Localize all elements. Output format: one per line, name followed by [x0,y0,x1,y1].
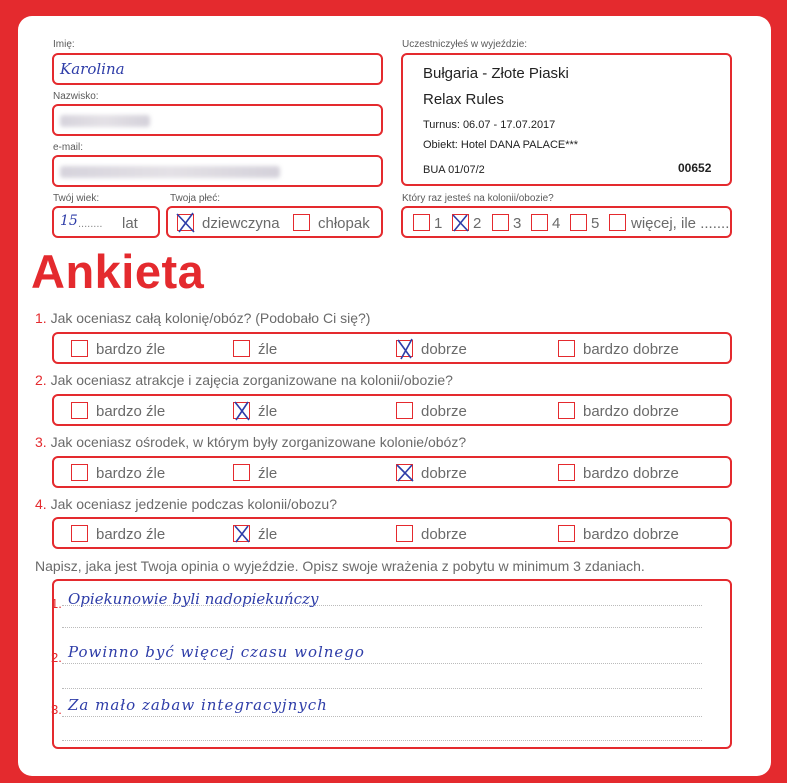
trip-object: Obiekt: Hotel DANA PALACE*** [423,139,579,151]
times-option-3: 3 [513,215,522,232]
q1-checkbox-3[interactable] [396,340,413,357]
times-field [401,206,732,238]
trip-label: Uczestniczyłeś w wyjeździe: [402,39,528,50]
surname-label: Nazwisko: [53,91,99,102]
name-value: Karolina [60,60,125,78]
question-number: 1. [35,310,47,326]
q2-checkbox-3[interactable] [396,402,413,419]
opinion-number-3: 3. [51,702,62,717]
q1-checkbox-4[interactable] [558,340,575,357]
question-number: 2. [35,372,47,388]
answer-row-3 [52,456,732,488]
gender-option-female: dziewczyna [202,215,280,232]
name-label: Imię: [53,39,75,50]
q4-option-2: źle [258,526,278,543]
q3-option-3: dobrze [421,465,467,482]
question-text: Jak oceniasz ośrodek, w którym były zorganizowane kolonie/obóz? [50,434,467,450]
question-text: Jak oceniasz jedzenie podczas kolonii/obozu? [50,496,337,512]
gender-field [166,206,383,238]
trip-destination: Bułgaria - Złote Piaski [423,65,569,82]
cross-mark-icon [451,212,471,234]
question-text: Jak oceniasz atrakcje i zajęcia zorganizowane na kolonii/obozie? [50,372,453,388]
q4-option-3: dobrze [421,526,467,543]
times-option-more: więcej, ile ....... [631,215,730,232]
gender-option-male: chłopak [318,215,370,232]
age-dots: ........ [78,218,103,230]
q2-option-3: dobrze [421,403,467,420]
cross-mark-icon [395,462,415,484]
question-4 [35,496,337,512]
q2-option-4: bardzo dobrze [583,403,679,420]
writing-line [62,663,702,664]
answer-row-2 [52,394,732,426]
q1-checkbox-2[interactable] [233,340,250,357]
q3-checkbox-3[interactable] [396,464,413,481]
trip-program: Relax Rules [423,91,504,108]
times-checkbox-more[interactable] [609,214,626,231]
times-checkbox-2[interactable] [452,214,469,231]
q4-option-1: bardzo źle [96,526,166,543]
age-value: 15 [60,213,78,229]
times-checkbox-1[interactable] [413,214,430,231]
surname-field[interactable] [52,104,383,136]
q1-option-1: bardzo źle [96,341,166,358]
opinion-text-1: Opiekunowie byli nadopiekuńczy [68,590,319,608]
cross-mark-icon [232,523,252,545]
q3-checkbox-2[interactable] [233,464,250,481]
age-field[interactable] [52,206,160,238]
trip-code: BUA 01/07/2 [423,164,485,176]
email-label: e-mail: [53,142,84,153]
q1-checkbox-1[interactable] [71,340,88,357]
times-checkbox-3[interactable] [492,214,509,231]
question-3 [35,434,466,450]
cross-mark-icon [395,338,415,360]
writing-line [62,740,702,741]
q3-option-2: źle [258,465,278,482]
question-2 [35,372,453,388]
opinion-prompt: Napisz, jaka jest Twoja opinia o wyjeździe. Opisz swoje wrażenia z pobytu w minimum 3 zdaniach. [35,558,645,574]
writing-line [62,716,702,717]
name-field[interactable] [52,53,383,85]
email-field[interactable] [52,155,383,187]
trip-info-box [401,53,732,186]
question-text: Jak oceniasz całą kolonię/obóz? (Podobało Ci się?) [50,310,371,326]
q3-option-1: bardzo źle [96,465,166,482]
q2-checkbox-1[interactable] [71,402,88,419]
opinion-number-2: 2. [51,650,62,665]
writing-line [62,688,702,689]
age-label: Twój wiek: [53,193,100,204]
q2-option-1: bardzo źle [96,403,166,420]
q1-option-3: dobrze [421,341,467,358]
q4-checkbox-2[interactable] [233,525,250,542]
times-option-4: 4 [552,215,561,232]
times-option-2: 2 [473,215,482,232]
opinion-number-1: 1. [51,596,62,611]
times-option-1: 1 [434,215,443,232]
times-checkbox-4[interactable] [531,214,548,231]
answer-row-1 [52,332,732,364]
redacted-email [60,166,280,178]
cross-mark-icon [176,212,196,234]
q3-option-4: bardzo dobrze [583,465,679,482]
question-number: 3. [35,434,47,450]
opinion-text-3: Za mało zabaw integracyjnych [68,696,328,714]
question-1 [35,310,370,326]
gender-checkbox-female[interactable] [177,214,194,231]
q2-option-2: źle [258,403,278,420]
gender-label: Twoja płeć: [170,193,221,204]
age-unit: lat [122,215,138,232]
q4-checkbox-4[interactable] [558,525,575,542]
q4-checkbox-1[interactable] [71,525,88,542]
q3-checkbox-4[interactable] [558,464,575,481]
q1-option-4: bardzo dobrze [583,341,679,358]
times-label: Który raz jesteś na kolonii/obozie? [402,193,554,204]
q4-option-4: bardzo dobrze [583,526,679,543]
q2-checkbox-2[interactable] [233,402,250,419]
survey-title: Ankieta [31,245,205,298]
question-number: 4. [35,496,47,512]
q3-checkbox-1[interactable] [71,464,88,481]
times-option-5: 5 [591,215,600,232]
gender-checkbox-male[interactable] [293,214,310,231]
cross-mark-icon [232,400,252,422]
q1-option-2: źle [258,341,278,358]
trip-number: 00652 [678,161,712,175]
times-checkbox-5[interactable] [570,214,587,231]
opinion-text-2: Powinno być więcej czasu wolnego [68,643,365,661]
q4-checkbox-3[interactable] [396,525,413,542]
redacted-surname [60,115,150,127]
answer-row-4 [52,517,732,549]
writing-line [62,627,702,628]
q2-checkbox-4[interactable] [558,402,575,419]
trip-turnus: Turnus: 06.07 - 17.07.2017 [423,119,556,131]
